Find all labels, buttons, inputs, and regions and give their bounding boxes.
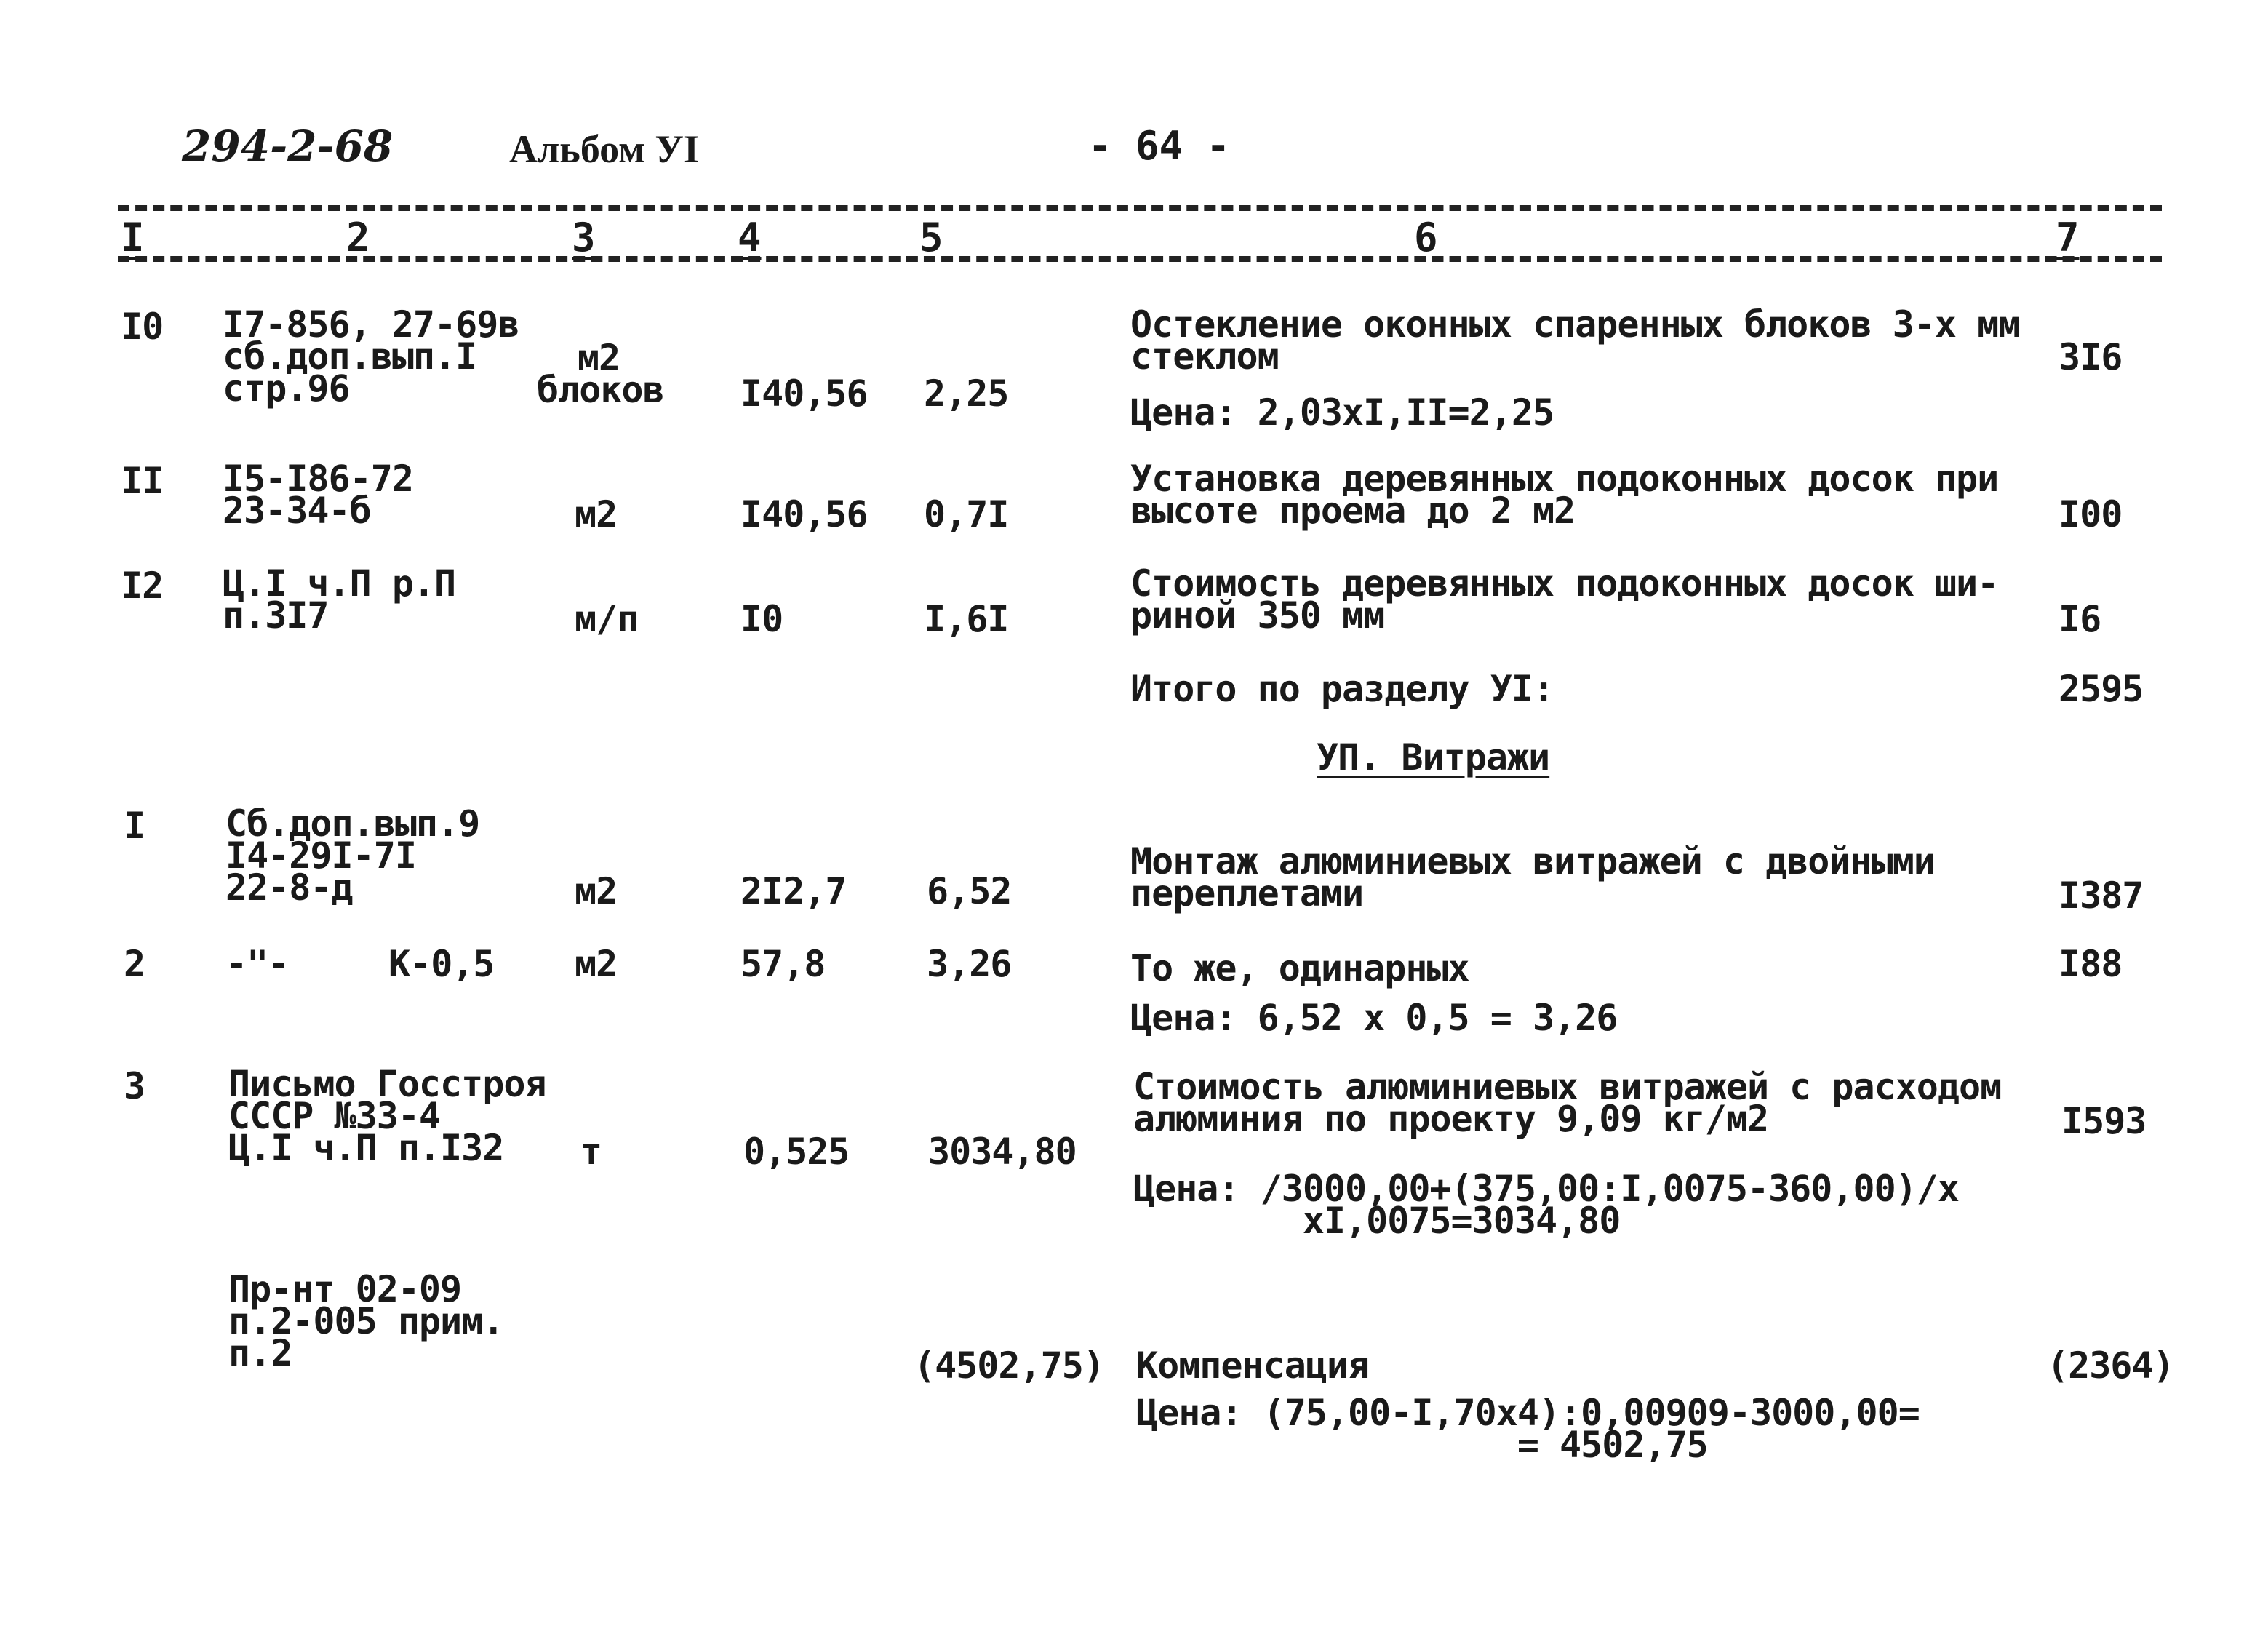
page-number: - 64 - [1088,123,1231,169]
row-price-note: Цена: 6,52 х 0,5 = 3,26 [1130,997,1618,1039]
section-title: УП. Витражи [1317,736,1550,778]
row-description: Стоимость деревянных подоконных досок ши- риной 350 мм [1130,562,1999,637]
column-header-4: 4 [738,215,762,260]
row-quantity: I0 [740,598,783,640]
row-total: I387 [2059,874,2144,917]
row-reference: I7-856, 27-69в сб.доп.вып.I стр.96 [223,303,519,410]
row-reference: Письмо Госстроя СССР №33-4 Ц.I ч.П п.I32 [228,1063,546,1169]
row-number: 3 [124,1065,145,1107]
row-unit: т [580,1131,602,1173]
header-bottom-rule [118,256,2162,262]
row-description: Стоимость алюминиевых витражей с расходом алюминия по проекту 9,09 кг/м2 [1133,1066,2002,1140]
row-price-note: Цена: 2,03хI,II=2,25 [1130,391,1554,434]
row-description: Остекление оконных спаренных блоков 3-х мм стеклом [1130,303,2020,378]
row-quantity: I40,56 [740,372,868,415]
row-unit-price: (4502,75) [914,1344,1104,1387]
column-header-7: 7 [2056,215,2080,260]
row-reference: Пр-нт 02-09 п.2-005 прим. п.2 [228,1268,504,1374]
row-reference: Сб.доп.вып.9 I4-29I-7I 22-8-д [225,802,480,909]
row-unit-price: I,6I [924,598,1009,640]
column-header-1: I [121,215,145,260]
column-header-2: 2 [346,215,370,260]
row-total: 3I6 [2059,336,2123,378]
row-total: I593 [2061,1100,2147,1142]
column-header-3: 3 [572,215,596,260]
document-number: 294-2-68 [182,121,394,171]
row-unit: м2 [575,493,618,535]
column-header-6: 6 [1414,215,1438,260]
row-quantity: 2I2,7 [740,870,847,912]
header-top-rule [118,205,2162,211]
row-unit: м/п [575,598,639,640]
row-total: (2364) [2047,1344,2174,1387]
row-unit: м2 блоков [537,337,664,411]
row-unit-price: 6,52 [927,870,1012,912]
row-unit-price: 2,25 [924,372,1009,415]
row-reference-coefficient: К-0,5 [388,943,495,985]
row-number: II [121,460,164,502]
row-number: I0 [121,306,164,348]
row-number: 2 [124,943,145,985]
album-title: Альбом УI [509,127,700,171]
row-number: I [124,805,145,847]
row-unit-price: 3034,80 [928,1131,1077,1173]
row-total: I00 [2059,493,2123,535]
section-total-label: Итого по разделу УI: [1130,668,1554,710]
row-quantity: 0,525 [743,1131,850,1173]
row-unit: м2 [575,943,618,985]
row-total: I88 [2059,943,2123,985]
row-number: I2 [121,565,164,607]
row-reference: Ц.I ч.П р.П п.3I7 [223,562,456,637]
row-total: I6 [2059,598,2101,640]
row-description: То же, одинарных [1130,947,1469,989]
row-description: Монтаж алюминиевых витражей с двойными переплетами [1130,840,1935,914]
row-quantity: 57,8 [740,943,826,985]
row-reference: -"- [225,943,290,985]
row-unit-price: 3,26 [927,943,1012,985]
row-unit: м2 [575,870,618,912]
row-price-note: Цена: /3000,00+(375,00:I,0075-360,00)/х хI,0075=3034,80 [1133,1168,1959,1242]
column-header-5: 5 [919,215,943,260]
section-total-value: 2595 [2059,668,2144,710]
row-quantity: I40,56 [740,493,868,535]
row-price-note: Цена: (75,00-I,70х4):0,00909-3000,00= = 4502,75 [1136,1392,1920,1466]
row-description: Компенсация [1136,1344,1370,1387]
row-unit-price: 0,7I [924,493,1009,535]
row-reference: I5-I86-72 23-34-б [223,458,413,532]
row-description: Установка деревянных подоконных досок при высоте проема до 2 м2 [1130,458,1999,532]
